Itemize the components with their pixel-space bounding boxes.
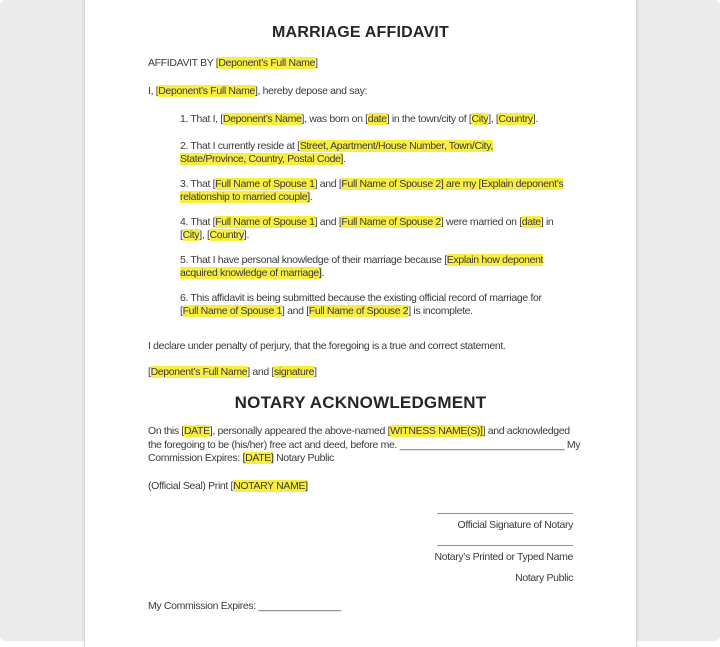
official-seal-line: (Official Seal) Print [NOTARY NAME] (148, 479, 308, 492)
affidavit-item-5: 5. That I have personal knowledge of their marriage because [Explain how deponent acquired knowledge of marriage]. (180, 254, 544, 279)
notary-signature-rule (437, 513, 573, 514)
affidavit-item-6: 6. This affidavit is being submitted because the existing official record of marriage for [Full Name of Spouse 1] and [Full Name of Spouse 2] is incomplete. (180, 292, 542, 317)
notary-public-label: Notary Public (515, 571, 573, 584)
notary-printed-name-rule (437, 545, 573, 546)
document-page (84, 0, 637, 647)
affidavit-item-2: 2. That I currently reside at [Street, Apartment/House Number, Town/City, State/Province, Country, Postal Code]. (180, 140, 493, 165)
notary-signature-block (148, 513, 573, 585)
notary-printed-name-label: Notary’s Printed or Typed Name (434, 550, 573, 563)
notary-paragraph: On this [DATE], personally appeared the above-named [WITNESS NAME(S)]] and acknowledged the foregoing to be (his/her) free act and deed, before me. ______________________________ My Commission Expires: [DATE] Notary Public (148, 425, 581, 464)
document-title: MARRIAGE AFFIDAVIT (272, 24, 449, 41)
notary-signature-label: Official Signature of Notary (457, 518, 573, 531)
deponent-signature-line: [Deponent’s Full Name] and [signature] (148, 366, 317, 378)
intro-line: I, [Deponent’s Full Name], hereby depose and say: (148, 85, 368, 97)
declaration-line: I declare under penalty of perjury, that the foregoing is a true and correct statement. (148, 340, 506, 352)
affidavit-item-4: 4. That [Full Name of Spouse 1] and [Full Name of Spouse 2] were married on [date] in [City], [Country]. (180, 216, 554, 241)
notary-heading: NOTARY ACKNOWLEDGMENT (234, 393, 487, 412)
affidavit-item-3: 3. That [Full Name of Spouse 1] and [Full Name of Spouse 2] are my [Explain deponent’s relationship to married couple]. (180, 178, 564, 203)
commission-expires-line: My Commission Expires: _______________ (148, 599, 341, 612)
affidavit-item-1: 1. That I, [Deponent’s Name], was born on [date] in the town/city of [City], [Country]. (180, 113, 538, 125)
affidavit-by-line: AFFIDAVIT BY [Deponent’s Full Name] (148, 57, 318, 69)
